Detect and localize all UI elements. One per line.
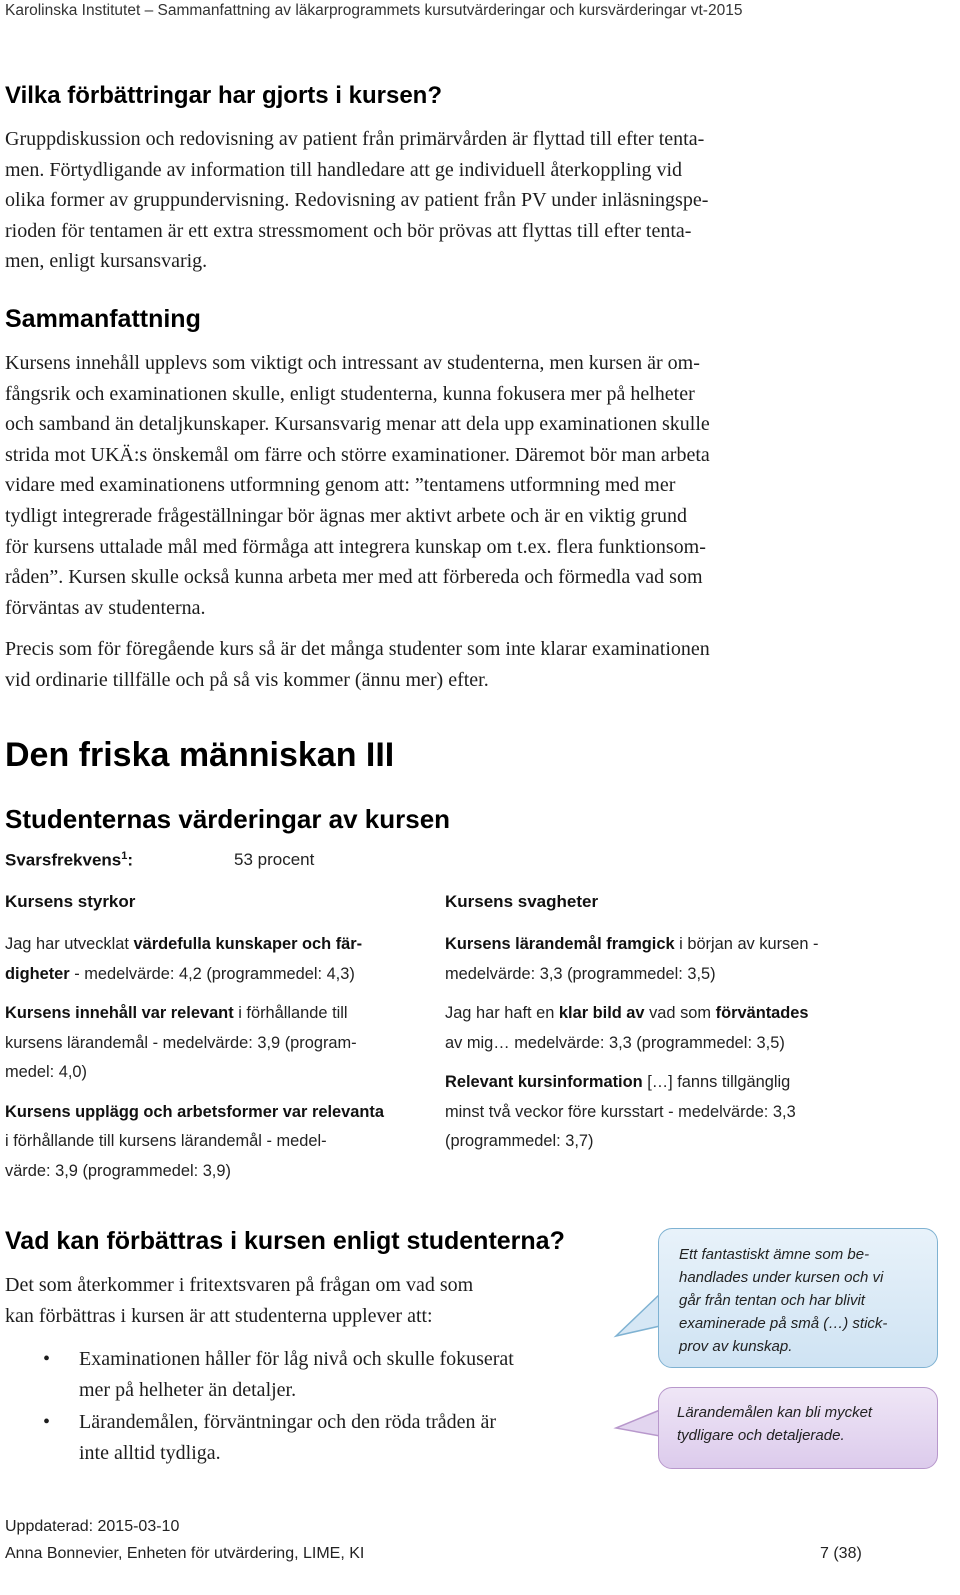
text-line: fångsrik och examinationen skulle, enligt studenterna, kunna fokusera mer på helheter xyxy=(5,382,695,405)
text-line: men. Förtydligande av information till handledare att ge individuell återkoppling vid xyxy=(5,158,683,181)
callout-line: prov av kunskap. xyxy=(679,1338,793,1355)
heading-improvements-made: Vilka förbättringar har gjorts i kursen? xyxy=(5,82,442,109)
callout-tail-icon xyxy=(612,1290,664,1350)
bullet-item: • Lärandemålen, förväntningar och den röda tråden är inte alltid tydliga. xyxy=(5,1407,645,1468)
response-rate-label: Svarsfrekvens$^1$: xyxy=(5,850,134,870)
text-line: för kursens uttalade mål med förmåga att integrera kunskap om t.ex. flera funktionsom- xyxy=(5,535,706,558)
response-rate-value: 53 procent xyxy=(234,850,315,869)
text-line: förväntas av studenterna. xyxy=(5,596,206,619)
student-improvements-bullets xyxy=(5,1344,645,1470)
bullet-icon: • xyxy=(43,1348,51,1370)
text-line: Precis som för föregående kurs så är det många studenter som inte klarar examinationen xyxy=(5,638,710,660)
improvements-paragraph xyxy=(5,124,935,277)
strengths-list xyxy=(5,930,430,1196)
bullet-item: • Examinationen håller för låg nivå och skulle fokuserat mer på helheter än detaljer. xyxy=(5,1344,645,1405)
text-line: Gruppdiskussion och redovisning av patient från primärvården är flyttad till efter tenta- xyxy=(5,128,705,150)
student-quote-callout xyxy=(658,1228,938,1368)
footer-author: Anna Bonnevier, Enheten för utvärdering, LIME, KI xyxy=(5,1545,365,1562)
strength-item: Jag har utvecklat värdefulla kunskaper och fär- digheter - medelvärde: 4,2 (programmedel: 4,3) xyxy=(5,935,363,983)
callout-line: examinerade på små (…) stick- xyxy=(679,1315,888,1332)
text-line: vid ordinarie tillfälle och på så vis kommer (ännu mer) efter. xyxy=(5,668,489,691)
weakness-item: Jag har haft en klar bild av vad som förväntades av mig… medelvärde: 3,3 (programmedel: 3,5) xyxy=(445,1004,809,1052)
text-line: rioden för tentamen är ett extra stressmoment och bör prövas att flyttas till efter tenta- xyxy=(5,219,692,242)
footer-page-number: 7 (38) xyxy=(820,1545,862,1562)
text-line: och samband än detaljkunskaper. Kursansvarig menar att dela upp examinationen skulle xyxy=(5,413,710,436)
bullet-icon: • xyxy=(43,1411,51,1434)
weaknesses-list xyxy=(445,930,885,1167)
student-note-callout xyxy=(658,1387,938,1469)
strength-item: Kursens upplägg och arbetsformer var relevanta i förhållande till kursens lärandemål - medel- värde: 3,9 (programmedel: 3,9) xyxy=(5,1102,384,1180)
callout-line: Lärandemålen kan bli mycket xyxy=(677,1404,873,1421)
weakness-item: Relevant kursinformation […] fanns tillgänglig minst två veckor före kursstart - medelvärde: 3,3 (programmedel: 3,7) xyxy=(445,1073,796,1150)
heading-summary: Sammanfattning xyxy=(5,305,201,333)
running-header: Karolinska Institutet – Sammanfattning av läkarprogrammets kursutvärderingar och kursvärderingar vt-2015 xyxy=(5,2,743,19)
strength-item: Kursens innehåll var relevant i förhållande till kursens lärandemål - medelvärde: 3,9 (program- medel: 4,0) xyxy=(5,1004,357,1081)
heading-student-improvements: Vad kan förbättras i kursen enligt studenterna? xyxy=(5,1227,565,1255)
text-line: Kursens innehåll upplevs som viktigt och intressant av studenterna, men kursen är om- xyxy=(5,352,700,374)
callout-line: tydligare och detaljerade. xyxy=(677,1427,845,1444)
course-subtitle: Studenternas värderingar av kursen xyxy=(5,804,451,834)
summary-paragraph-2 xyxy=(5,634,935,695)
summary-paragraph-1 xyxy=(5,348,935,623)
text-line: Det som återkommer i fritextsvaren på frågan om vad som xyxy=(5,1274,474,1296)
weakness-item: Kursens lärandemål framgick i början av kursen - medelvärde: 3,3 (programmedel: 3,5) xyxy=(445,935,819,983)
footer-updated: Uppdaterad: 2015-03-10 xyxy=(5,1518,180,1535)
text-line: olika former av gruppundervisning. Redovisning av patient från PV under inläsningspe- xyxy=(5,189,709,212)
callout-line: handlades under kursen och vi xyxy=(679,1269,884,1286)
text-line: råden”. Kursen skulle också kunna arbeta mer med att förbereda och förmedla vad som xyxy=(5,566,703,589)
text-line: men, enligt kursansvarig. xyxy=(5,250,208,273)
student-improvements-intro xyxy=(5,1270,645,1331)
callout-line: Ett fantastiskt ämne som be- xyxy=(679,1246,870,1263)
callout-tail-icon xyxy=(612,1402,664,1452)
text-line: tydligt integrerade frågeställningar bör ägnas mer aktivt arbete och är en viktig grund xyxy=(5,504,687,527)
text-line: kan förbättras i kursen är att studenterna upplever att: xyxy=(5,1304,433,1327)
text-line: strida mot UKÄ:s önskemål om färre och större examinationer. Däremot bör man arbeta xyxy=(5,443,710,466)
text-line: vidare med examinationens utformning genom att: ”tentamens utformning med mer xyxy=(5,474,676,497)
strengths-heading: Kursens styrkor xyxy=(5,892,136,911)
weaknesses-heading: Kursens svagheter xyxy=(445,892,599,911)
course-title: Den friska människan III xyxy=(5,736,395,774)
callout-line: går från tentan och har blivit xyxy=(679,1292,865,1309)
